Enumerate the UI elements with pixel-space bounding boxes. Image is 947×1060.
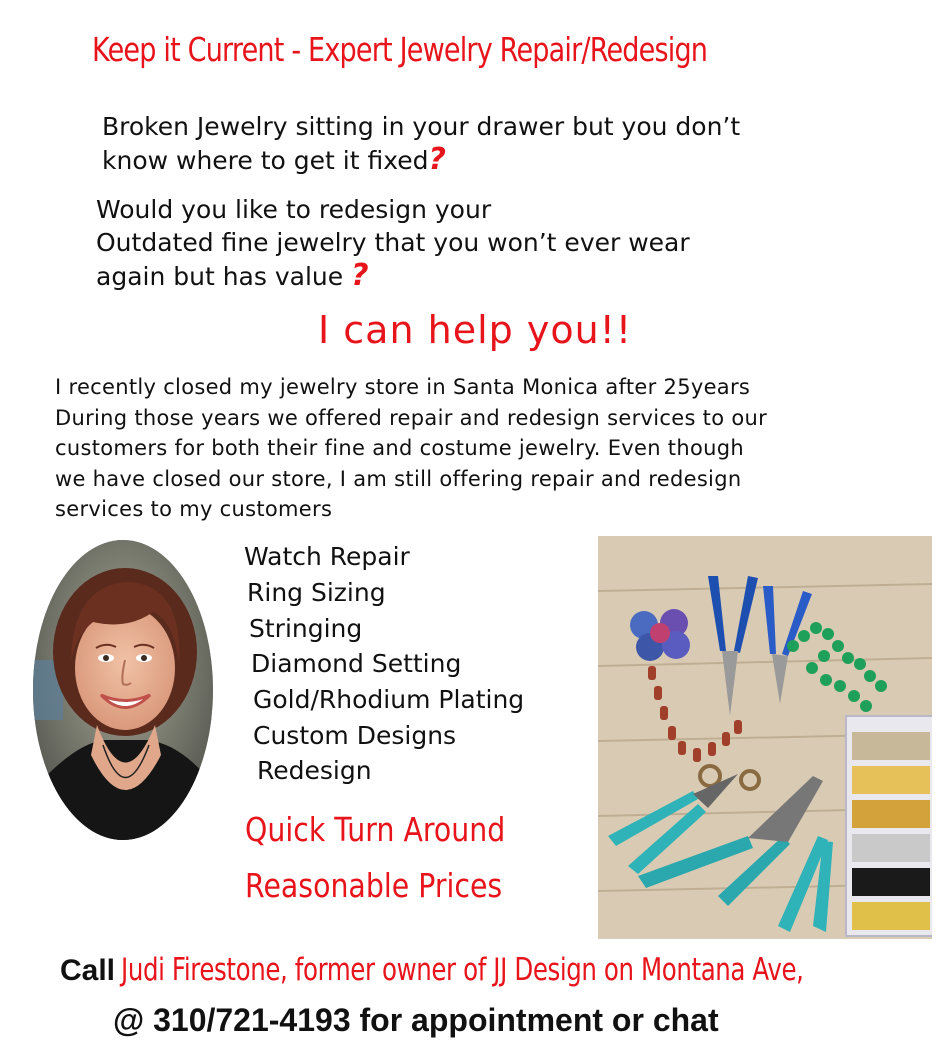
jewelry-tools-photo — [598, 536, 932, 939]
question-1-line-2 — [102, 143, 740, 177]
headline: I can help you!! — [318, 308, 633, 352]
promo-reasonable-prices: Reasonable Prices — [245, 866, 503, 905]
paragraph-line: During those years we offered repair and redesign services to our — [55, 405, 768, 430]
question-1 — [102, 110, 740, 177]
story-paragraph — [55, 372, 935, 525]
paragraph-line: customers for both their fine and costume jewelry. Even though — [55, 436, 744, 460]
owner-name-line: Judi Firestone, former owner of JJ Design on Montana Ave, — [121, 952, 804, 988]
question-2-line-2: Outdated fine jewelry that you won’t ever wear — [96, 228, 690, 257]
service-item: Ring Sizing — [247, 578, 386, 607]
phone-line: @ 310/721-4193 for appointment or chat — [113, 1002, 719, 1038]
question-1-line-2-text: know where to get it fixed — [102, 146, 429, 175]
tools-illustration — [598, 536, 932, 939]
question-2 — [96, 193, 690, 293]
paragraph-line: I recently closed my jewelry store in Santa Monica after 25years — [55, 375, 751, 399]
portrait-photo — [33, 540, 213, 840]
promo-quick-turnaround: Quick Turn Around — [245, 810, 506, 849]
service-item: Watch Repair — [244, 542, 410, 571]
call-word: Call — [60, 954, 116, 987]
service-item: Redesign — [257, 756, 372, 785]
call-line — [60, 952, 947, 988]
paragraph-line: services to my customers — [55, 497, 333, 521]
paragraph-line: we have closed our store, I am still offering repair and redesign — [55, 466, 742, 491]
service-item: Gold/Rhodium Plating — [253, 685, 525, 714]
question-2-line-3 — [96, 259, 690, 293]
question-mark-2: ? — [351, 258, 369, 293]
portrait-illustration — [33, 540, 213, 840]
service-item: Diamond Setting — [251, 649, 462, 678]
service-item: Custom Designs — [253, 721, 457, 750]
flyer-title: Keep it Current - Expert Jewelry Repair/Redesign — [92, 30, 708, 69]
question-mark-1: ? — [428, 142, 446, 177]
question-1-line-1: Broken Jewelry sitting in your drawer but you don’t — [102, 112, 741, 141]
question-2-line-1: Would you like to redesign your — [96, 195, 492, 224]
service-item: Stringing — [249, 614, 363, 643]
question-2-line-3-text: again but has value — [96, 262, 344, 291]
